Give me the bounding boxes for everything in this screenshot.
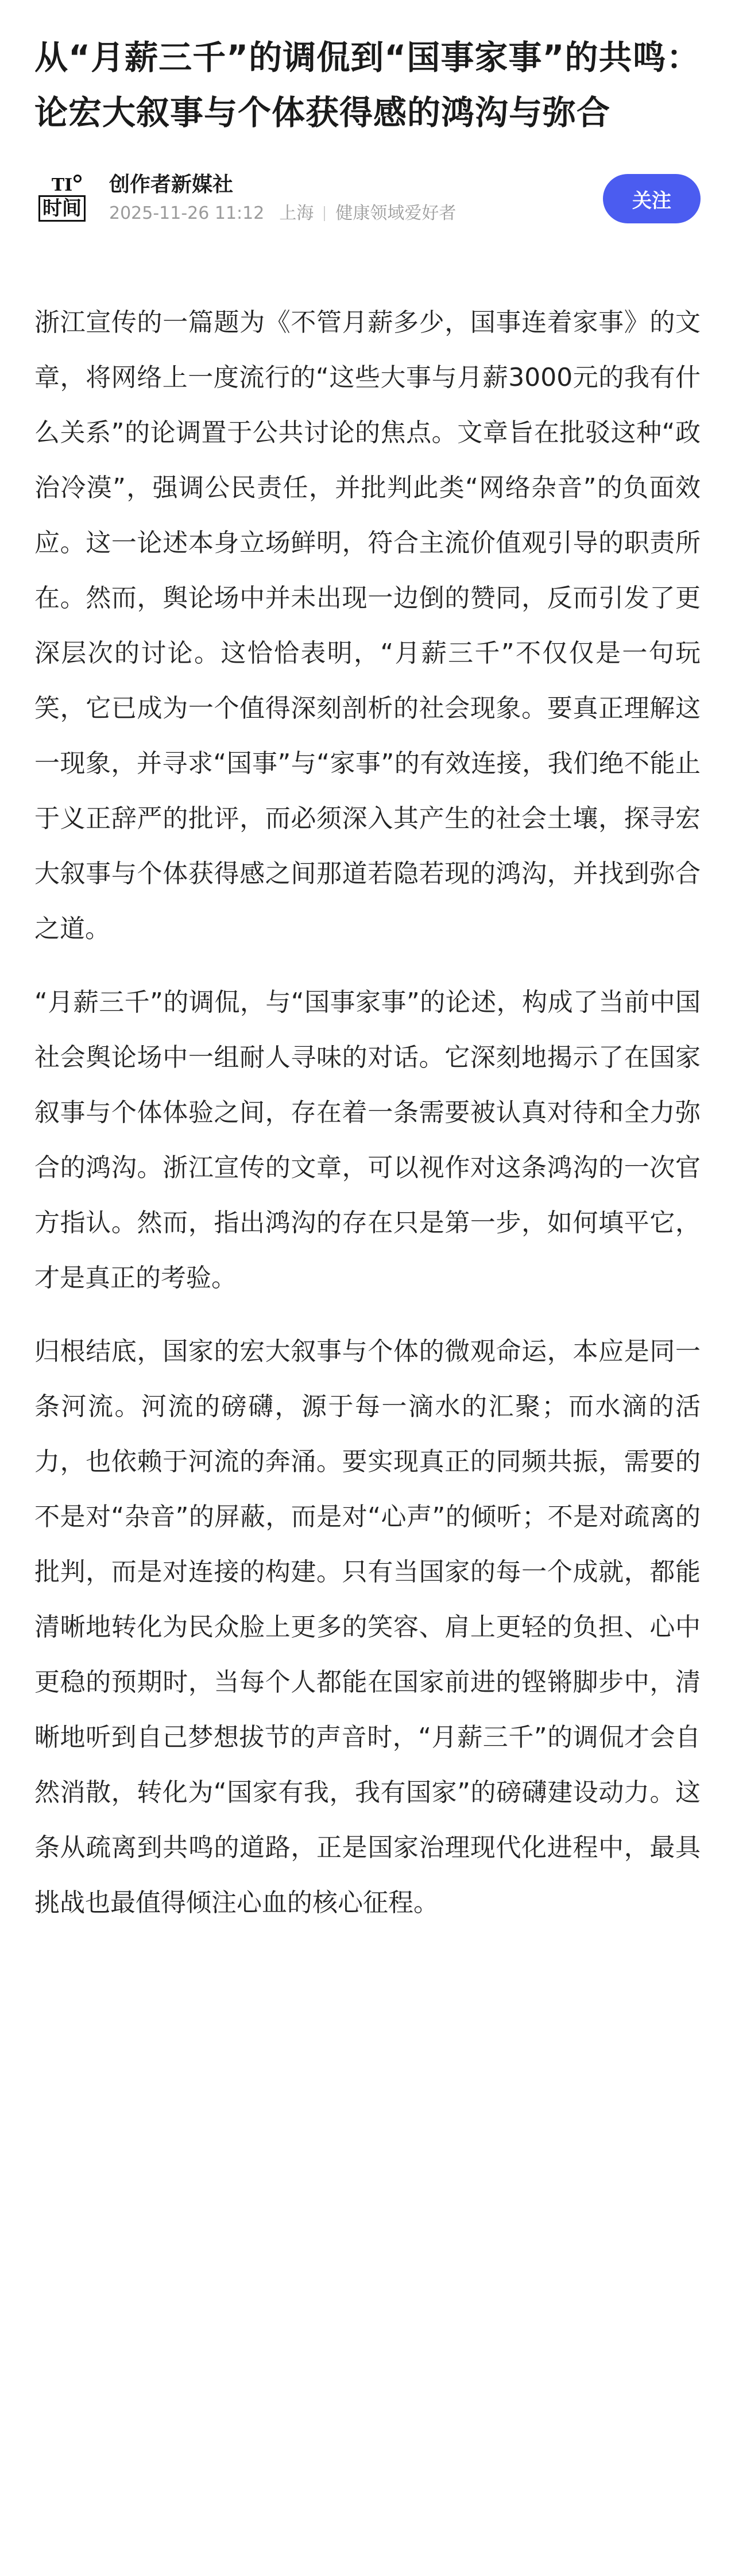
paragraph: “月薪三千”的调侃，与“国事家事”的论述，构成了当前中国社会舆论场中一组耐人寻味的对话。它深刻地揭示了在国家叙事与个体体验之间，存在着一条需要被认真对待和全力弥合的鸿沟。浙江宣传的文章，可以视作对这条鸿沟的一次官方指认。然而，指出鸿沟的存在只是第一步，如何填平它，才是真正的考验。 bbox=[34, 988, 701, 1293]
paragraph: 归根结底，国家的宏大叙事与个体的微观命运，本应是同一条河流。河流的磅礴，源于每一滴水的汇聚；而水滴的活力，也依赖于河流的奔涌。要实现真正的同频共振，需要的不是对“杂音”的屏蔽，而是对“心声”的倾听；不是对疏离的批判，而是对连接的构建。只有当国家的每一个成就，都能清晰地转化为民众脸上更多的笑容、肩上更轻的负担、心中更稳的预期时，当每个人都能在国家前进的铿锵脚步中，清晰地听到自己梦想拔节的声音时，“月薪三千”的调侃才会自然消散，转化为“国家有我，我有国家”的磅礴建设动力。这条从疏离到共鸣的道路，正是国家治理现代化进程中，最具挑战也最值得倾注心血的核心征程。 bbox=[34, 1337, 701, 1917]
article-title: 从“月薪三千”的调侃到“国事家事”的共鸣：论宏大叙事与个体获得感的鸿沟与弥合 bbox=[34, 38, 701, 132]
avatar-dot-icon bbox=[74, 175, 82, 183]
avatar-bottom-mark: 时间 bbox=[38, 195, 86, 222]
publish-datetime: 2025-11-26 11:12 bbox=[109, 203, 265, 223]
author-name[interactable]: 创作者新媒社 bbox=[109, 173, 234, 196]
paragraph: 浙江宣传的一篇题为《不管月薪多少，国事连着家事》的文章，将网络上一度流行的“这些大事与月薪3000元的我有什么关系”的论调置于公共讨论的焦点。文章旨在批驳这种“政治冷漠”，强调公民责任，并批判此类“网络杂音”的负面效应。这一论述本身立场鲜明，符合主流价值观引导的职责所在。然而，舆论场中并未出现一边倒的赞同，反而引发了更深层次的讨论。这恰恰表明，“月薪三千”不仅仅是一句玩笑，它已成为一个值得深刻剖析的社会现象。要真正理解这一现象，并寻求“国事”与“家事”的有效连接，我们绝不能止于义正辞严的批评，而必须深入其产生的社会土壤，探寻宏大叙事与个体获得感之间那道若隐若现的鸿沟，并找到弥合之道。 bbox=[34, 308, 701, 943]
article-body bbox=[34, 295, 701, 1931]
follow-button[interactable]: 关注 bbox=[603, 174, 701, 223]
author-tag: 健康领域爱好者 bbox=[335, 203, 457, 223]
author-info bbox=[109, 170, 603, 227]
meta-line bbox=[109, 200, 603, 227]
avatar[interactable] bbox=[34, 171, 90, 226]
author-row bbox=[34, 164, 701, 233]
avatar-top-mark: TI bbox=[51, 175, 73, 195]
meta-divider bbox=[324, 206, 325, 221]
publish-location: 上海 bbox=[279, 203, 314, 223]
